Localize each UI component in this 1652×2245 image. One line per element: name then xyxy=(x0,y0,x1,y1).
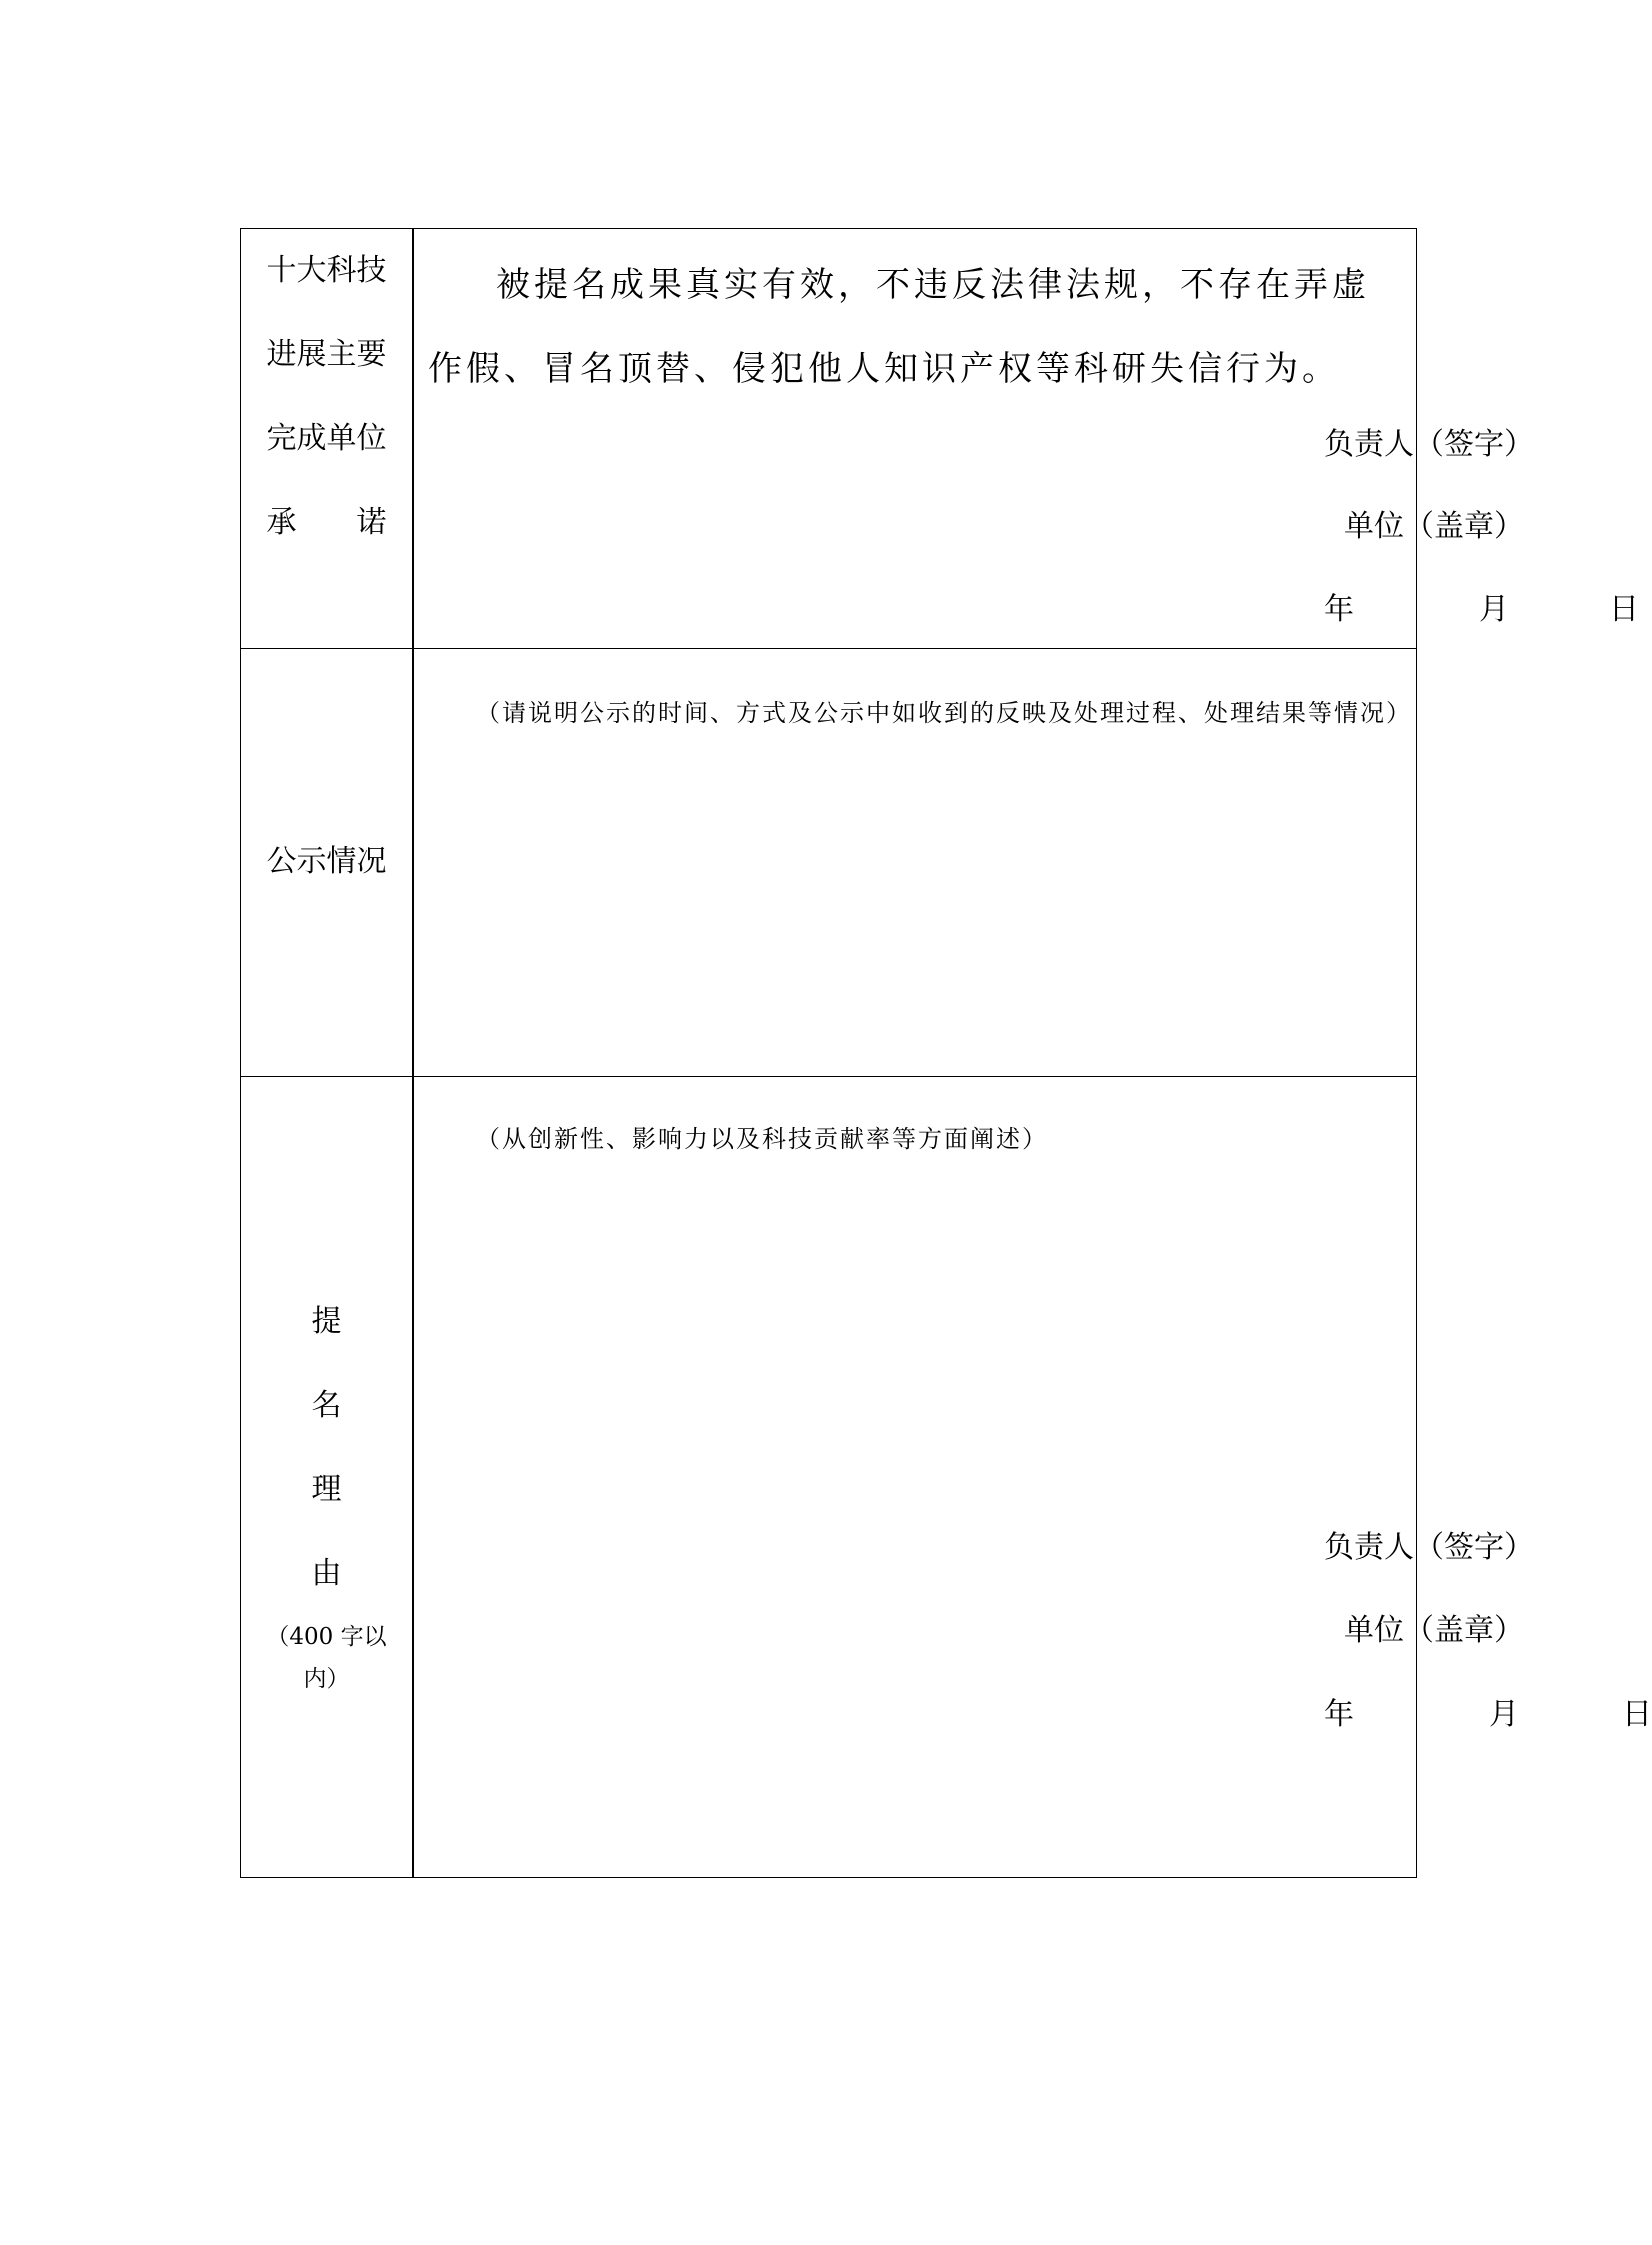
publicity-row xyxy=(241,648,1416,1076)
reason-label xyxy=(241,1280,412,1700)
unit-seal: 单位（盖章） xyxy=(1344,1613,1524,1648)
reason-label-char: 由 xyxy=(311,1556,342,1591)
reason-row xyxy=(241,1076,1652,1877)
commitment-label xyxy=(241,229,412,565)
commitment-label-line: 进展主要 xyxy=(266,337,387,372)
date-month: 月 xyxy=(1479,592,1509,627)
reason-content[interactable] xyxy=(414,1077,1652,1877)
date-month: 月 xyxy=(1489,1697,1519,1732)
publicity-content[interactable] xyxy=(414,649,1416,1076)
commitment-label-line: 完成单位 xyxy=(266,421,387,456)
publicity-label-text: 公示情况 xyxy=(266,844,387,879)
nomination-table xyxy=(240,228,1652,1878)
commitment-text: 被提名成果真实有效，不违反法律法规，不存在弄虚作假、冒名顶替、侵犯他人知识产权等科研失信行为。 xyxy=(428,265,1370,389)
publicity-hint: （请说明公示的时间、方式及公示中如收到的反映及处理过程、处理结果等情况） xyxy=(476,699,1412,727)
responsible-person-signature: 负责人（签字） xyxy=(1324,1530,1534,1565)
unit-seal: 单位（盖章） xyxy=(1344,509,1524,544)
commitment-label-line: 承 诺 xyxy=(266,505,387,540)
commitment-label-line: 十大科技 xyxy=(266,253,387,288)
publicity-label xyxy=(241,820,412,904)
word-limit-note: 内） xyxy=(303,1666,350,1692)
date-day: 日 xyxy=(1622,1697,1652,1732)
date-year: 年 xyxy=(1324,1697,1354,1732)
date-day: 日 xyxy=(1609,592,1639,627)
responsible-person-signature: 负责人（签字） xyxy=(1324,427,1534,462)
reason-label-char: 理 xyxy=(311,1472,342,1507)
reason-hint: （从创新性、影响力以及科技贡献率等方面阐述） xyxy=(476,1125,1048,1153)
word-limit-note: （400 字以 xyxy=(266,1624,387,1650)
commitment-content[interactable] xyxy=(414,229,1639,648)
reason-label-char: 提 xyxy=(311,1304,342,1339)
date-year: 年 xyxy=(1324,592,1354,627)
commitment-row xyxy=(241,229,1639,648)
reason-label-char: 名 xyxy=(311,1388,342,1423)
